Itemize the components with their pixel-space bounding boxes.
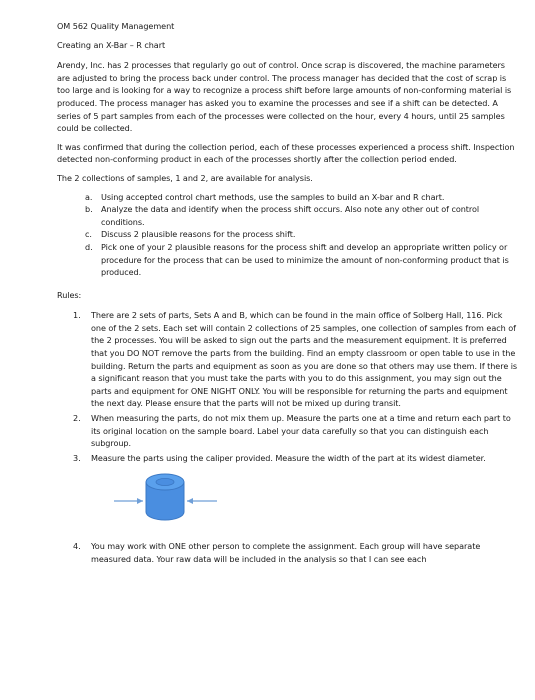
- rule-text: When measuring the parts, do not mix them up. Measure the parts one at a time and return each part to its original location on the sample board. Label your data carefully so that you can distinguish each subgroup.: [91, 413, 511, 449]
- task-text: Analyze the data and identify when the process shift occurs. Also note any other out of control conditions.: [101, 204, 480, 227]
- task-item-c: [85, 228, 519, 241]
- rule-marker: 4.: [73, 541, 81, 552]
- samples-paragraph: The 2 collections of samples, 1 and 2, are available for analysis.: [57, 172, 313, 183]
- cylinder-hole: [156, 479, 174, 486]
- rule-text: Measure the parts using the caliper provided. Measure the width of the part at its widest diameter.: [91, 452, 486, 463]
- cylinder-part-icon: [112, 470, 222, 530]
- rule-text: You may work with ONE other person to complete the assignment. Each group will have separate measured data. Your raw data will be included in the analysis so that I can see each: [91, 541, 481, 564]
- task-item-d: [85, 241, 519, 279]
- rule-item-3: [73, 452, 519, 465]
- rule-text: There are 2 sets of parts, Sets A and B, which can be found in the main office of Solberg Hall, 116. Pick one of the 2 sets. Each set will contain 2 collections of 25 samples, one collection of samples from each of the 2 processes. You will be asked to sign out the parts and the measurement equipment. It is preferred that you DO NOT remove the parts from the building. Find an empty classroom or open table to use in the building. Return the parts and equipment as soon as you are done so that others may use them. If there is a significant reason that you must take the parts with you to do this assignment, you may sign out the parts and equipment for ONE NIGHT ONLY. You will be responsible for returning the parts and equipment the next day. Please ensure that the parts will not be mixed up during transit.: [91, 310, 518, 409]
- task-text: Discuss 2 plausible reasons for the process shift.: [101, 229, 296, 240]
- intro-paragraph: Arendy, Inc. has 2 processes that regularly go out of control. Once scrap is discovered, the machine parameters are adjusted to bring the process back under control. The process manager has decided that the cost of scrap is too large and is looking for a way to recognize a process shift before large amounts of non-conforming material is produced. The process manager has asked you to examine the processes and see if a shift can be detected. A series of 5 part samples from each of the processes were collected on the hour, every 4 hours, until 25 samples could be collected.: [57, 60, 512, 134]
- right-arrow-head: [187, 498, 193, 504]
- rules-list: [57, 309, 519, 464]
- task-marker: c.: [85, 229, 92, 240]
- rule-item-4: [73, 540, 519, 565]
- rule-item-1: [73, 309, 519, 410]
- task-marker: b.: [85, 204, 93, 215]
- task-item-b: [85, 203, 519, 228]
- task-text: Pick one of your 2 plausible reasons for the process shift and develop an appropriate written policy or procedure for the process that can be used to minimize the amount of non-conforming product that is produced.: [101, 241, 509, 278]
- task-item-a: [85, 191, 519, 204]
- shift-paragraph: It was confirmed that during the collection period, each of these processes experienced a process shift. Inspection detected non-conforming product in each of the processes shortly after the collection period ended.: [57, 141, 515, 165]
- rule-marker: 3.: [73, 452, 81, 463]
- task-list: [57, 191, 519, 279]
- rules-list-continued: [57, 540, 519, 565]
- task-text: Using accepted control chart methods, use the samples to build an X-bar and R chart.: [101, 191, 445, 202]
- document-page: [57, 20, 519, 568]
- rules-heading: Rules:: [57, 289, 82, 300]
- task-marker: a.: [85, 191, 93, 202]
- course-title: OM 562 Quality Management: [57, 21, 175, 31]
- task-marker: d.: [85, 241, 93, 252]
- part-figure: [57, 470, 519, 532]
- document-subtitle: Creating an X-Bar – R chart: [57, 39, 166, 50]
- rule-marker: 2.: [73, 413, 81, 424]
- left-arrow-head: [137, 498, 143, 504]
- rule-item-2: [73, 412, 519, 450]
- rule-marker: 1.: [73, 310, 81, 321]
